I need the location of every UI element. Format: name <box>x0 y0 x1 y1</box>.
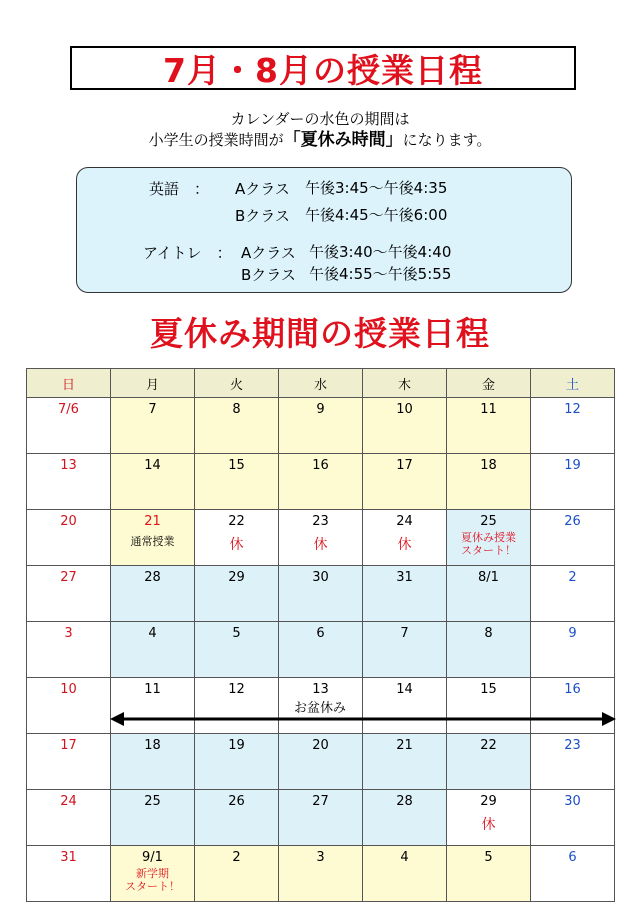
aitore-a-time: 午後3:40〜午後4:40 <box>309 243 452 261</box>
day-number: 20 <box>60 514 77 529</box>
day-number: 24 <box>60 794 77 809</box>
intro-text <box>0 109 640 151</box>
day-cell <box>111 734 195 790</box>
day-number: 7/6 <box>58 402 79 417</box>
day-number: 23 <box>564 738 581 753</box>
day-cell <box>363 846 447 902</box>
day-cell <box>195 398 279 454</box>
day-number: 15 <box>480 682 497 697</box>
weekday-sat: 土 <box>531 369 615 398</box>
day-cell <box>27 454 111 510</box>
calendar-week <box>27 398 615 454</box>
class-schedule-box <box>76 167 572 293</box>
day-cell <box>27 846 111 902</box>
day-number: 3 <box>316 850 325 865</box>
day-number: 8 <box>232 402 241 417</box>
aitore-b-time: 午後4:55〜午後5:55 <box>309 265 452 283</box>
day-cell <box>447 398 531 454</box>
intro-line-2-pre: 小学生の授業時間が <box>148 131 284 149</box>
day-number: 12 <box>564 402 581 417</box>
day-cell <box>279 790 363 846</box>
closed-note: 休 <box>481 817 496 833</box>
day-number: 29 <box>228 570 245 585</box>
intro-line-2-post: になります。 <box>402 131 492 149</box>
day-number: 18 <box>144 738 161 753</box>
day-number: 24 <box>396 514 413 529</box>
day-number: 16 <box>564 682 581 697</box>
day-cell <box>195 454 279 510</box>
day-cell <box>195 566 279 622</box>
closed-note: 休 <box>229 537 244 553</box>
day-number: 2 <box>232 850 241 865</box>
closed-note: 休 <box>397 537 412 553</box>
day-number: 9/1 <box>142 850 163 865</box>
day-number: 17 <box>60 738 77 753</box>
day-cell <box>447 790 531 846</box>
obon-label: お盆休み <box>293 701 346 716</box>
new-term-note-line2: スタート！ <box>125 880 180 893</box>
new-term-note-line1: 新学期 <box>136 867 169 880</box>
day-number: 28 <box>144 570 161 585</box>
day-number: 29 <box>480 794 497 809</box>
day-cell <box>195 846 279 902</box>
day-cell <box>111 790 195 846</box>
day-cell <box>111 846 195 902</box>
intro-line-2-emphasis: 「夏休み時間」 <box>283 130 403 150</box>
day-cell <box>363 566 447 622</box>
weekday-thu: 木 <box>363 369 447 398</box>
day-number: 21 <box>396 738 413 753</box>
day-number: 11 <box>480 402 497 417</box>
intro-line-1: カレンダーの水色の期間は <box>230 110 410 128</box>
weekday-wed: 水 <box>279 369 363 398</box>
day-cell <box>111 510 195 566</box>
day-cell <box>363 398 447 454</box>
day-number: 30 <box>564 794 581 809</box>
day-cell <box>447 846 531 902</box>
day-number: 10 <box>60 682 77 697</box>
day-cell <box>111 622 195 678</box>
day-number: 9 <box>316 402 325 417</box>
day-number: 13 <box>312 682 329 697</box>
day-cell <box>195 622 279 678</box>
day-cell <box>27 734 111 790</box>
day-number: 14 <box>144 458 161 473</box>
day-number: 22 <box>228 514 245 529</box>
calendar-week <box>27 734 615 790</box>
day-cell <box>111 566 195 622</box>
english-b-label: Bクラス <box>235 207 290 225</box>
day-number: 8/1 <box>478 570 499 585</box>
day-number: 10 <box>396 402 413 417</box>
day-number: 27 <box>312 794 329 809</box>
day-cell <box>111 454 195 510</box>
day-cell <box>447 566 531 622</box>
english-a-label: Aクラス <box>235 180 290 198</box>
day-cell <box>531 510 615 566</box>
day-cell <box>363 622 447 678</box>
calendar-table <box>26 368 615 902</box>
weekday-fri: 金 <box>447 369 531 398</box>
day-number: 6 <box>568 850 577 865</box>
day-number: 15 <box>228 458 245 473</box>
day-cell <box>279 454 363 510</box>
day-number: 13 <box>60 458 77 473</box>
english-b-time: 午後4:45〜午後6:00 <box>305 206 448 224</box>
day-cell <box>195 510 279 566</box>
day-cell <box>447 622 531 678</box>
day-number: 21 <box>144 514 161 529</box>
weekday-header-row <box>27 369 615 398</box>
day-cell <box>363 790 447 846</box>
day-cell <box>279 510 363 566</box>
intro-line-2 <box>0 130 640 151</box>
day-number: 18 <box>480 458 497 473</box>
day-cell <box>531 790 615 846</box>
day-cell <box>531 398 615 454</box>
day-cell <box>447 734 531 790</box>
day-number: 31 <box>60 850 77 865</box>
closed-note: 休 <box>313 537 328 553</box>
day-cell <box>279 566 363 622</box>
day-number: 25 <box>144 794 161 809</box>
day-number: 12 <box>228 682 245 697</box>
day-number: 22 <box>480 738 497 753</box>
summer-start-note-line2: スタート！ <box>461 544 516 557</box>
summer-start-note-line1: 夏休み授業 <box>461 531 516 544</box>
day-number: 5 <box>484 850 493 865</box>
day-number: 14 <box>396 682 413 697</box>
day-cell <box>363 734 447 790</box>
day-number: 17 <box>396 458 413 473</box>
calendar-week <box>27 566 615 622</box>
double-arrow-icon <box>110 709 616 729</box>
day-cell <box>195 790 279 846</box>
day-cell <box>363 454 447 510</box>
day-cell <box>27 510 111 566</box>
day-cell <box>111 398 195 454</box>
page-title: 7月・8月の授業日程 <box>70 46 576 90</box>
day-number: 2 <box>568 570 577 585</box>
day-cell <box>531 622 615 678</box>
section-title: 夏休み期間の授業日程 <box>150 314 490 353</box>
day-number: 4 <box>148 626 157 641</box>
day-cell <box>363 510 447 566</box>
english-a-time: 午後3:45〜午後4:35 <box>305 179 448 197</box>
day-cell <box>27 790 111 846</box>
day-number: 26 <box>564 514 581 529</box>
day-number: 16 <box>312 458 329 473</box>
day-cell <box>447 454 531 510</box>
calendar-week <box>27 846 615 902</box>
day-cell <box>27 622 111 678</box>
calendar-week <box>27 454 615 510</box>
calendar-week <box>27 622 615 678</box>
english-subject: 英語 ： <box>149 180 210 198</box>
day-number: 27 <box>60 570 77 585</box>
day-number: 25 <box>480 514 497 529</box>
weekday-tue: 火 <box>195 369 279 398</box>
day-cell <box>447 510 531 566</box>
day-cell <box>279 622 363 678</box>
aitore-b-label: Bクラス <box>241 266 296 284</box>
day-cell <box>27 398 111 454</box>
regular-class-note: 通常授業 <box>130 535 175 548</box>
day-number: 6 <box>316 626 325 641</box>
day-number: 7 <box>400 626 409 641</box>
day-cell <box>531 846 615 902</box>
day-cell <box>531 566 615 622</box>
day-cell <box>279 398 363 454</box>
weekday-sun: 日 <box>27 369 111 398</box>
weekday-mon: 月 <box>111 369 195 398</box>
day-number: 31 <box>396 570 413 585</box>
day-number: 4 <box>400 850 409 865</box>
day-number: 19 <box>564 458 581 473</box>
aitore-a-label: Aクラス <box>241 244 296 262</box>
calendar-week <box>27 790 615 846</box>
day-number: 26 <box>228 794 245 809</box>
day-cell <box>531 454 615 510</box>
day-cell <box>279 846 363 902</box>
day-number: 7 <box>148 402 157 417</box>
day-number: 3 <box>64 626 73 641</box>
day-cell <box>27 566 111 622</box>
day-number: 5 <box>232 626 241 641</box>
day-number: 9 <box>568 626 577 641</box>
day-number: 20 <box>312 738 329 753</box>
day-number: 23 <box>312 514 329 529</box>
day-cell <box>531 734 615 790</box>
calendar-week <box>27 510 615 566</box>
day-number: 11 <box>144 682 161 697</box>
day-cell <box>195 734 279 790</box>
aitore-subject: アイトレ ： <box>143 244 232 262</box>
day-cell <box>279 734 363 790</box>
day-number: 19 <box>228 738 245 753</box>
day-number: 28 <box>396 794 413 809</box>
day-number: 30 <box>312 570 329 585</box>
day-number: 8 <box>484 626 493 641</box>
